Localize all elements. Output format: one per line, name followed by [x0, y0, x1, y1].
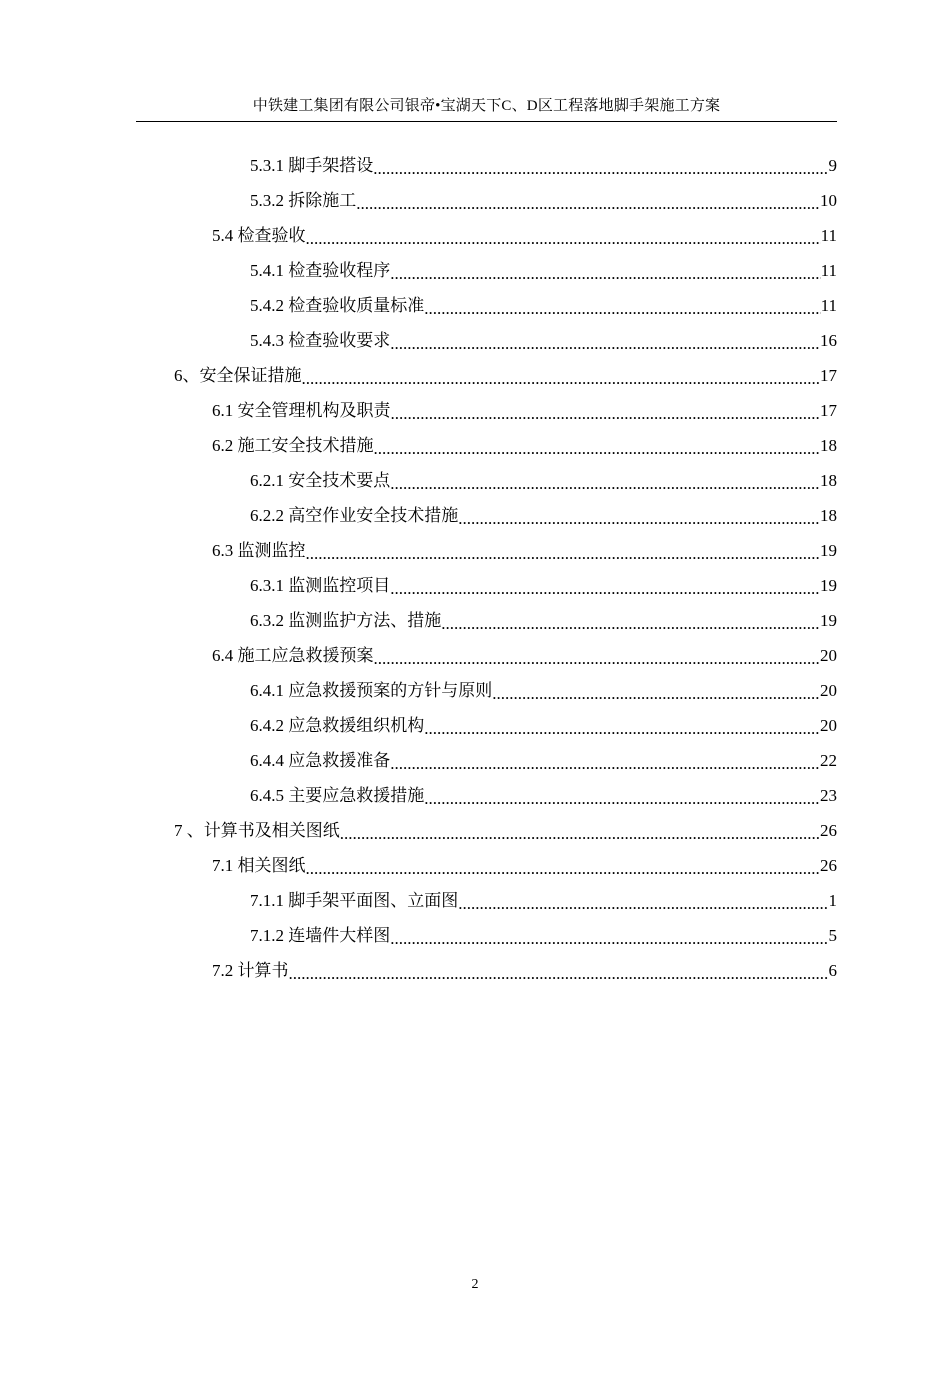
- header-title: 中铁建工集团有限公司银帝•宝湖天下C、D区工程落地脚手架施工方案: [252, 98, 721, 114]
- toc-entry[interactable]: [250, 148, 837, 183]
- toc-entry[interactable]: [212, 638, 837, 673]
- toc-dot-leader: [356, 183, 820, 218]
- toc-entry-label: 5.4.3 检查验收要求: [250, 331, 391, 350]
- toc-dot-leader: [373, 148, 828, 183]
- toc-dot-leader: [424, 708, 820, 743]
- toc-entry-page: 11: [821, 218, 837, 253]
- toc-entry-label: 6.4.5 主要应急救援措施: [250, 786, 425, 805]
- toc-entry-label: 6.4.1 应急救援预案的方针与原则: [250, 681, 493, 700]
- toc-entry-label: 6.4 施工应急救援预案: [212, 646, 374, 665]
- toc-entry-page: 20: [820, 708, 837, 743]
- toc-dot-leader: [458, 498, 820, 533]
- toc-entry-label: 7.1.1 脚手架平面图、立面图: [250, 891, 459, 910]
- toc-entry-label: 5.3.1 脚手架搭设: [250, 156, 374, 175]
- toc-entry-label: 6.3.1 监测监控项目: [250, 576, 391, 595]
- toc-entry[interactable]: [212, 848, 837, 883]
- toc-entry[interactable]: [250, 918, 837, 953]
- toc-entry-page: 17: [820, 393, 837, 428]
- toc-dot-leader: [390, 323, 820, 358]
- toc-entry-label: 6.1 安全管理机构及职责: [212, 401, 391, 420]
- toc-dot-leader: [374, 638, 821, 673]
- toc-entry-label: 6.3.2 监测监护方法、措施: [250, 611, 442, 630]
- toc-entry[interactable]: [250, 568, 837, 603]
- toc-entry-page: 18: [820, 428, 837, 463]
- toc-entry-label: 6.2.1 安全技术要点: [250, 471, 391, 490]
- toc-entry-label: 7 、计算书及相关图纸: [174, 821, 340, 840]
- toc-entry-page: 5: [829, 918, 838, 953]
- toc-entry-page: 20: [820, 638, 837, 673]
- toc-entry-page: 26: [820, 848, 837, 883]
- toc-dot-leader: [306, 218, 821, 253]
- toc-entry-page: 11: [821, 253, 837, 288]
- toc-entry-page: 16: [820, 323, 837, 358]
- toc-entry[interactable]: [212, 953, 837, 988]
- toc-entry-page: 9: [829, 148, 838, 183]
- toc-entry-page: 1: [829, 883, 838, 918]
- toc-entry[interactable]: [250, 498, 837, 533]
- toc-entry-page: 17: [820, 358, 837, 393]
- toc-entry-label: 7.2 计算书: [212, 961, 289, 980]
- toc-entry[interactable]: [250, 603, 837, 638]
- toc-dot-leader: [441, 603, 820, 638]
- toc-entry[interactable]: [250, 288, 837, 323]
- toc-entry-page: 26: [820, 813, 837, 848]
- toc-entry-label: 5.3.2 拆除施工: [250, 191, 357, 210]
- toc-dot-leader: [390, 463, 820, 498]
- toc-entry[interactable]: [250, 463, 837, 498]
- toc-entry[interactable]: [174, 358, 837, 393]
- toc-entry-page: 11: [821, 288, 837, 323]
- toc-entry[interactable]: [250, 778, 837, 813]
- toc-dot-leader: [424, 288, 820, 323]
- toc-dot-leader: [374, 428, 821, 463]
- toc-entry-page: 19: [820, 603, 837, 638]
- toc-entry-label: 6.2.2 高空作业安全技术措施: [250, 506, 459, 525]
- page-number: 2: [471, 1277, 479, 1292]
- toc-dot-leader: [306, 848, 821, 883]
- toc-entry[interactable]: [212, 218, 837, 253]
- toc-entry[interactable]: [250, 743, 837, 778]
- toc-entry[interactable]: [212, 393, 837, 428]
- toc-entry-label: 6.2 施工安全技术措施: [212, 436, 374, 455]
- toc-entry[interactable]: [250, 323, 837, 358]
- toc-entry[interactable]: [250, 673, 837, 708]
- toc-entry-page: 20: [820, 673, 837, 708]
- toc-dot-leader: [289, 953, 829, 988]
- toc-dot-leader: [390, 743, 820, 778]
- toc-dot-leader: [302, 358, 821, 393]
- toc-entry[interactable]: [212, 533, 837, 568]
- toc-entry-label: 6.4.2 应急救援组织机构: [250, 716, 425, 735]
- toc-entry-page: 22: [820, 743, 837, 778]
- toc-dot-leader: [492, 673, 820, 708]
- toc-entry[interactable]: [250, 708, 837, 743]
- toc-entry[interactable]: [250, 253, 837, 288]
- toc-entry-label: 5.4.1 检查验收程序: [250, 261, 391, 280]
- toc-entry[interactable]: [250, 883, 837, 918]
- toc-entry-label: 5.4.2 检查验收质量标准: [250, 296, 425, 315]
- toc-entry-label: 6、安全保证措施: [174, 366, 302, 385]
- toc-entry-label: 6.4.4 应急救援准备: [250, 751, 391, 770]
- toc-dot-leader: [340, 813, 820, 848]
- page-header: [136, 96, 837, 122]
- toc-dot-leader: [306, 533, 821, 568]
- toc-dot-leader: [458, 883, 828, 918]
- toc-dot-leader: [424, 778, 820, 813]
- toc-entry[interactable]: [174, 813, 837, 848]
- toc-entry-page: 18: [820, 463, 837, 498]
- toc-dot-leader: [390, 253, 820, 288]
- toc-entry-page: 18: [820, 498, 837, 533]
- toc-entry-page: 10: [820, 183, 837, 218]
- toc-entry-page: 23: [820, 778, 837, 813]
- toc-entry-label: 5.4 检查验收: [212, 226, 306, 245]
- toc-entry-label: 7.1 相关图纸: [212, 856, 306, 875]
- toc-entry-label: 6.3 监测监控: [212, 541, 306, 560]
- toc-entry-page: 19: [820, 568, 837, 603]
- toc-entry-page: 6: [829, 953, 838, 988]
- toc-dot-leader: [391, 393, 821, 428]
- toc-dot-leader: [390, 568, 820, 603]
- toc-dot-leader: [390, 918, 828, 953]
- toc-entry-page: 19: [820, 533, 837, 568]
- toc-entry[interactable]: [212, 428, 837, 463]
- toc-entry-label: 7.1.2 连墙件大样图: [250, 926, 391, 945]
- toc-entry[interactable]: [250, 183, 837, 218]
